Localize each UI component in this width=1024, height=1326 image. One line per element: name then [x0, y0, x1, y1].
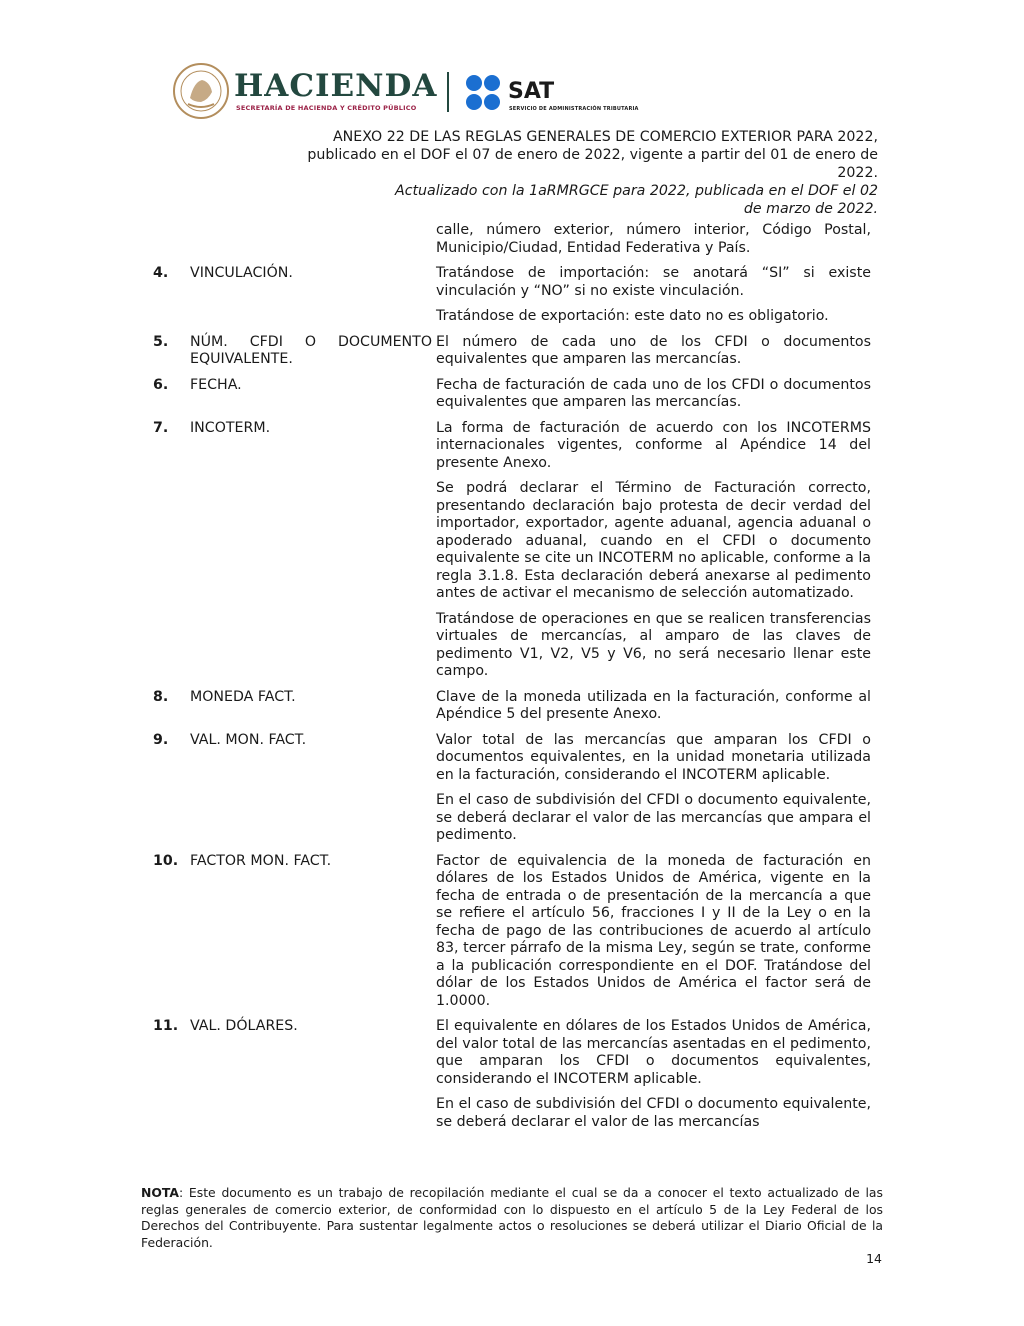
field-table: [153, 222, 873, 1131]
description-paragraph: Tratándose de operaciones en que se realicen transferencias virtuales de mercancías, al amparo de las claves de pedimento V1, V2, V5 y V6, no será necesario llenar este campo.: [436, 610, 871, 679]
field-number: 9.: [153, 731, 169, 748]
document-header: [240, 128, 878, 218]
field-number: 5.: [153, 333, 169, 350]
table-row: [153, 1018, 873, 1131]
table-row: [153, 334, 873, 369]
description-paragraph: Factor de equivalencia de la moneda de facturación en dólares de los Estados Unidos de América, vigente en la fecha de entrada o de presentación de la mercancía a que se refiere el artículo 56, fracciones I y II de la Ley o en la fecha de pago de las contribuciones de acuerdo al artículo 83, tercer párrafo de la misma Ley, según se trate, conforme a la publicación correspondiente en el DOF. Tratándose del dólar de los Estados Unidos de América el factor será de 1.0000.: [436, 852, 871, 1009]
field-description: [436, 377, 871, 412]
header-logos: [172, 62, 652, 122]
description-paragraph: En el caso de subdivisión del CFDI o documento equivalente, se deberá declarar el valor de las mercancías que ampara el pedimento.: [436, 792, 871, 843]
description-paragraph: El número de cada uno de los CFDI o documentos equivalentes que amparen las mercancías.: [436, 333, 871, 367]
field-number: 10.: [153, 852, 179, 869]
field-description: [436, 334, 871, 369]
page-number: 14: [866, 1251, 882, 1266]
field-name: VINCULACIÓN.: [190, 265, 293, 281]
national-seal-icon: [172, 62, 230, 120]
field-description: [436, 732, 871, 845]
description-paragraph: En el caso de subdivisión del CFDI o documento equivalente, se deberá declarar el valor de las mercancías: [436, 1096, 871, 1130]
continued-text: calle, número exterior, número interior, Código Postal, Municipio/Ciudad, Entidad Federativa y País.: [436, 222, 871, 256]
header-line-2: publicado en el DOF el 07 de enero de 2022, vigente a partir del 01 de enero de: [307, 147, 878, 163]
description-paragraph: Fecha de facturación de cada uno de los CFDI o documentos equivalentes que amparen las mercancías.: [436, 376, 871, 410]
description-paragraph: Se podrá declarar el Término de Facturación correcto, presentando declaración bajo protesta de decir verdad del importador, exportador, agente aduanal, agencia aduanal o apoderado aduanal, cuando en el CFDI o documento equivalente se cite un INCOTERM no aplicable, conforme a la regla 3.1.8. Esta declaración deberá anexarse al pedimento antes de activar el mecanismo de selección automatizado.: [436, 480, 871, 601]
field-description: [436, 853, 871, 1011]
field-name: FACTOR MON. FACT.: [190, 852, 332, 869]
table-row: [153, 420, 873, 681]
note-label: NOTA: [141, 1185, 179, 1200]
hacienda-wordmark: HACIENDA: [234, 68, 438, 104]
description-paragraph: Tratándose de exportación: este dato no es obligatorio.: [436, 308, 829, 324]
description-paragraph: Clave de la moneda utilizada en la facturación, conforme al Apéndice 5 del presente Anexo.: [436, 688, 871, 722]
field-description: [436, 1018, 871, 1131]
field-name: VAL. DÓLARES.: [190, 1018, 298, 1034]
field-description: [436, 420, 871, 681]
field-number: 8.: [153, 688, 169, 705]
header-line-3: 2022.: [837, 165, 878, 181]
sat-subtitle: SERVICIO DE ADMINISTRACIÓN TRIBUTARIA: [509, 106, 639, 112]
header-line-1: ANEXO 22 DE LAS REGLAS GENERALES DE COMERCIO EXTERIOR PARA 2022,: [332, 129, 878, 145]
logo-divider: [447, 72, 449, 112]
field-description: [436, 265, 871, 326]
field-number: 11.: [153, 1018, 179, 1034]
table-row: [153, 853, 873, 1011]
description-paragraph: El equivalente en dólares de los Estados Unidos de América, del valor total de las mercancías asentadas en el pedimento, que amparan los CFDI o documentos equivalentes, considerando el INCOTERM aplicable.: [436, 1018, 871, 1087]
note-text: : Este documento es un trabajo de recopilación mediante el cual se da a conocer el texto actualizado de las reglas generales de comercio exterior, de conformidad con lo dispuesto en el artículo 5 de la Ley Federal de los Derechos del Contribuyente. Para sustentar legalmente actos o resoluciones se deberá utilizar el Diario Oficial de la Federación.: [141, 1185, 883, 1250]
hacienda-subtitle: SECRETARÍA DE HACIENDA Y CRÉDITO PÚBLICO: [236, 104, 417, 112]
table-row: [153, 265, 873, 326]
table-row: [153, 377, 873, 412]
field-number: 6.: [153, 376, 169, 393]
footer-note: [141, 1185, 883, 1251]
table-row: [153, 689, 873, 724]
field-name: FECHA.: [190, 376, 242, 393]
table-row: [153, 732, 873, 845]
field-description: [436, 689, 871, 724]
sat-dots-icon: [465, 74, 505, 112]
description-paragraph: La forma de facturación de acuerdo con los INCOTERMS internacionales vigentes, conforme al Apéndice 14 del presente Anexo.: [436, 419, 871, 471]
header-line-4: Actualizado con la 1aRMRGCE para 2022, publicada en el DOF el 02: [394, 183, 878, 199]
sat-wordmark: SAT: [508, 79, 555, 104]
field-number: 7.: [153, 419, 169, 436]
field-number: 4.: [153, 265, 169, 281]
header-line-5: de marzo de 2022.: [743, 201, 878, 217]
field-name: INCOTERM.: [190, 419, 271, 436]
field-name: VAL. MON. FACT.: [190, 731, 307, 748]
description-paragraph: Tratándose de importación: se anotará “SI” si existe vinculación y “NO” si no existe vinculación.: [436, 265, 871, 299]
description-paragraph: Valor total de las mercancías que amparan los CFDI o documentos equivalentes, en la unidad monetaria utilizada en la facturación, considerando el INCOTERM aplicable.: [436, 731, 871, 783]
field-name: NÚM. CFDI O DOCUMENTO EQUIVALENTE.: [190, 333, 432, 367]
field-name: MONEDA FACT.: [190, 688, 296, 705]
